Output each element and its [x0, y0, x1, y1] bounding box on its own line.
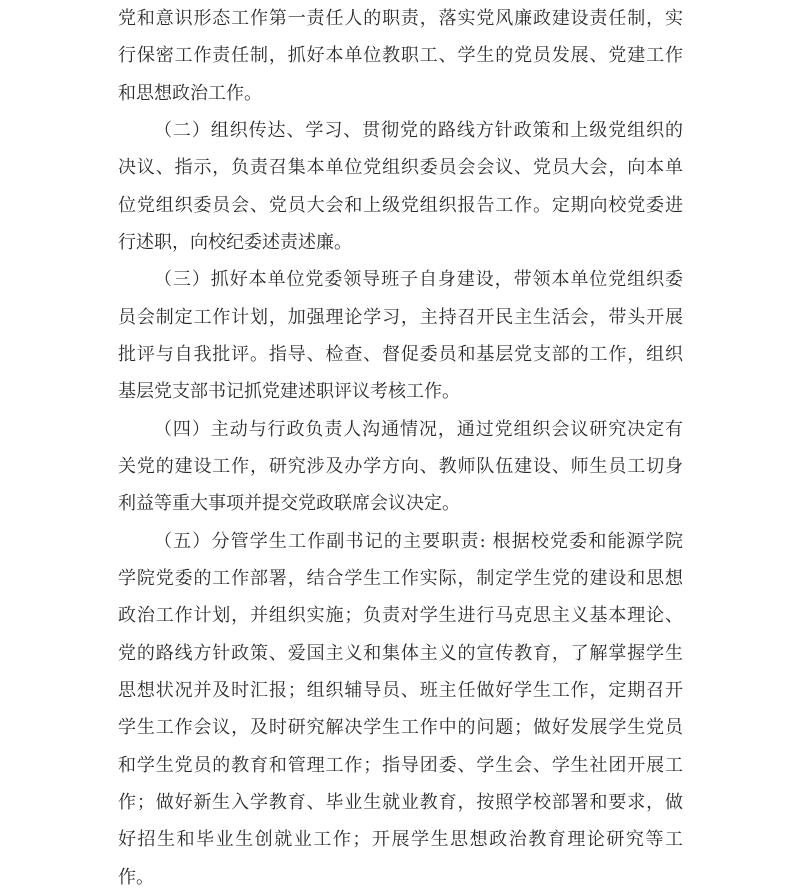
- text-line: 基层党支部书记抓党建述职评议考核工作。: [118, 381, 460, 403]
- text-line: 党和意识形态工作第一责任人的职责，落实党风廉政建设责任制，实: [118, 8, 683, 29]
- document-text-block: [118, 0, 683, 896]
- text-line: 批评与自我批评。指导、检查、督促委员和基层党支部的工作，组织: [118, 343, 683, 365]
- paragraph: [118, 112, 683, 261]
- text-line: 和学生党员的教育和管理工作；指导团委、学生会、学生社团开展工: [118, 754, 683, 776]
- text-line: 党的路线方针政策、爱国主义和集体主义的宣传教育，了解掌握学生: [118, 642, 683, 664]
- text-line: 思想状况并及时汇报；组织辅导员、班主任做好学生工作，定期召开: [118, 679, 683, 701]
- paragraph: [118, 261, 683, 410]
- text-line: 学生工作会议，及时研究解决学生工作中的问题；做好发展学生党员: [118, 717, 683, 739]
- paragraph: [118, 411, 683, 523]
- text-line: 关党的建设工作，研究涉及办学方向、教师队伍建设、师生员工切身: [118, 455, 683, 477]
- text-line: （二）组织传达、学习、贯彻党的路线方针政策和上级党组织的: [154, 119, 683, 141]
- paragraph: [118, 523, 683, 896]
- text-line: 员会制定工作计划，加强理论学习，主持召开民主生活会，带头开展: [118, 306, 683, 328]
- text-line: 利益等重大事项并提交党政联席会议决定。: [118, 493, 460, 515]
- text-line: 和思想政治工作。: [118, 82, 262, 104]
- text-line: 位党组织委员会、党员大会和上级党组织报告工作。定期向校党委进: [118, 194, 683, 216]
- paragraph: [118, 0, 683, 112]
- text-line: 作；做好新生入学教育、毕业生就业教育，按照学校部署和要求，做: [118, 791, 683, 813]
- text-line: 行保密工作责任制，抓好本单位教职工、学生的党员发展、党建工作: [118, 45, 683, 67]
- text-line: （三）抓好本单位党委领导班子自身建设，带领本单位党组织委: [154, 269, 683, 291]
- text-line: 好招生和毕业生创就业工作；开展学生思想政治教育理论研究等工: [118, 829, 683, 851]
- text-line: 决议、指示，负责召集本单位党组织委员会会议、党员大会，向本单: [118, 157, 683, 179]
- text-line: （五）分管学生工作副书记的主要职责: 根据校党委和能源学院: [154, 530, 683, 552]
- text-line: 行述职，向校纪委述责述廉。: [118, 231, 352, 253]
- text-line: 作。: [118, 866, 154, 888]
- text-line: 政治工作计划，并组织实施；负责对学生进行马克思主义基本理论、: [118, 605, 683, 627]
- text-line: （四）主动与行政负责人沟通情况，通过党组织会议研究决定有: [154, 418, 683, 440]
- text-line: 学院党委的工作部署，结合学生工作实际，制定学生党的建设和思想: [118, 567, 683, 589]
